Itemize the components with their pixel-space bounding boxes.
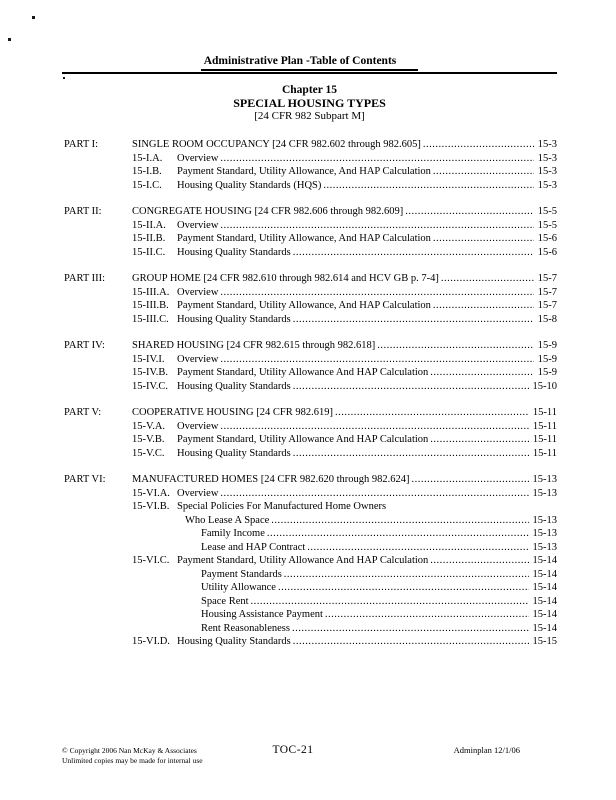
document-header [62, 54, 557, 71]
toc-section [62, 473, 557, 649]
toc-entry [62, 433, 557, 447]
toc-entry-title: Payment Standard, Utility Allowance And HAP Calculation [177, 434, 429, 445]
toc-entry-title: Overview [177, 353, 219, 365]
dot-leader [220, 487, 528, 501]
toc-entry-title: Rent Reasonableness [201, 622, 290, 634]
toc-entry-label: 15-II.A. [132, 219, 166, 231]
toc-entry-title: Overview [177, 286, 219, 298]
toc-entry-title: MANUFACTURED HOMES [24 CFR 982.620 through 982.624] [132, 474, 410, 485]
dot-leader [323, 179, 533, 193]
toc-entry-label: 15-I.B. [132, 166, 162, 177]
toc-entry-title: Housing Quality Standards [177, 246, 291, 258]
toc-entry-label: 15-IV.I. [132, 353, 165, 365]
toc-section [62, 272, 557, 326]
toc-entry [62, 286, 557, 300]
toc-entry-label: 15-III.A. [132, 286, 170, 298]
dot-leader [267, 527, 529, 541]
toc-entry [62, 635, 557, 649]
toc-entry-page: 15-11 [532, 434, 557, 445]
toc-entry-page: 15-14 [532, 622, 557, 634]
toc-entry-page: 15-11 [532, 447, 557, 459]
toc-entry-page: 15-3 [537, 166, 557, 177]
toc-entry-label: 15-IV.B. [132, 367, 168, 378]
toc-entry-label: 15-III.C. [132, 313, 169, 325]
chapter-number: Chapter 15 [281, 84, 338, 96]
dot-leader [441, 272, 534, 286]
toc-entry-title: Utility Allowance [201, 582, 276, 593]
toc-entry-title: SHARED HOUSING [24 CFR 982.615 through 982.618] [132, 340, 376, 351]
toc-entry-page: 15-15 [532, 636, 557, 647]
toc-entry [62, 527, 557, 541]
toc-entry-title: Housing Quality Standards [177, 380, 291, 392]
toc-entry-label: 15-II.B. [132, 233, 166, 244]
toc-entry-title: Payment Standards [201, 568, 282, 580]
toc-entry [62, 272, 557, 286]
toc-entry [62, 595, 557, 609]
dot-leader [433, 299, 534, 313]
toc-entry-page: 15-14 [532, 568, 557, 580]
toc-entry-title: Space Rent [201, 595, 249, 607]
dot-leader [292, 622, 529, 636]
toc-entry-page: 15-13 [532, 487, 557, 499]
toc-entry [62, 473, 557, 487]
toc-entry-label: 15-III.B. [132, 300, 169, 311]
toc-entry-label: 15-V.C. [132, 447, 165, 459]
toc-entry-title: Payment Standard, Utility Allowance And HAP Calculation [177, 367, 429, 378]
dot-leader [293, 246, 534, 260]
dot-leader [220, 420, 528, 434]
toc-list [62, 138, 557, 649]
toc-entry [62, 420, 557, 434]
toc-entry-page: 15-5 [537, 219, 557, 231]
dot-leader [430, 433, 529, 447]
dot-leader [293, 635, 529, 649]
toc-entry-page: 15-7 [537, 286, 557, 298]
toc-entry-title: Overview [177, 420, 219, 432]
toc-entry-title: Housing Quality Standards [177, 313, 291, 325]
toc-section [62, 339, 557, 393]
scan-artifact-dot [8, 38, 11, 41]
toc-entry-label: PART III: [64, 273, 106, 284]
dot-leader [293, 313, 534, 327]
toc-entry-page: 15-7 [537, 273, 557, 284]
dot-leader [433, 232, 534, 246]
toc-entry-title: GROUP HOME [24 CFR 982.610 through 982.614 and HCV GB p. 7-4] [132, 273, 439, 284]
chapter-heading [62, 84, 557, 123]
toc-entry-title: Who Lease A Space [185, 514, 270, 526]
toc-entry [62, 541, 557, 555]
toc-entry [62, 487, 557, 501]
toc-entry-title: COOPERATIVE HOUSING [24 CFR 982.619] [132, 407, 333, 418]
chapter-title: SPECIAL HOUSING TYPES [233, 96, 386, 110]
toc-entry-label: 15-V.A. [132, 420, 166, 432]
toc-entry [62, 299, 557, 313]
toc-entry-title: CONGREGATE HOUSING [24 CFR 982.606 through 982.609] [132, 206, 404, 217]
toc-entry [62, 138, 557, 152]
toc-entry-page: 15-14 [532, 609, 557, 620]
dot-leader [430, 554, 528, 568]
toc-entry-label: 15-I.A. [132, 152, 163, 164]
toc-entry-label: 15-II.C. [132, 246, 166, 258]
dot-leader [307, 541, 528, 555]
toc-entry [62, 447, 557, 461]
toc-entry [62, 205, 557, 219]
dot-leader [278, 581, 529, 595]
dot-leader [220, 353, 533, 367]
toc-entry-page: 15-6 [537, 246, 557, 258]
toc-entry [62, 581, 557, 595]
toc-entry-page: 15-14 [532, 555, 557, 566]
toc-entry-title: Overview [177, 219, 219, 231]
dot-leader [423, 138, 534, 152]
footer-copyright [62, 746, 203, 765]
toc-entry [62, 179, 557, 193]
toc-entry [62, 165, 557, 179]
footer-version: Adminplan 12/1/06 [453, 745, 520, 755]
dot-leader [284, 568, 529, 582]
toc-entry [62, 514, 557, 528]
toc-entry-page: 15-7 [537, 300, 557, 311]
toc-entry [62, 246, 557, 260]
header-rule [62, 72, 557, 74]
toc-entry [62, 380, 557, 394]
footer-copyright-line2: Unlimited copies may be made for internal use [62, 755, 203, 765]
toc-entry [62, 232, 557, 246]
toc-entry-title: Lease and HAP Contract [201, 541, 306, 553]
dot-leader [405, 205, 533, 219]
toc-entry-title: Housing Quality Standards [177, 636, 291, 647]
toc-entry [62, 219, 557, 233]
toc-section [62, 205, 557, 259]
toc-entry-page: 15-13 [532, 514, 557, 526]
toc-entry [62, 406, 557, 420]
toc-entry-title: Payment Standard, Utility Allowance, And HAP Calculation [177, 300, 431, 311]
footer-page-number: TOC-21 [272, 744, 314, 756]
dot-leader [412, 473, 529, 487]
dot-leader [430, 366, 533, 380]
toc-entry-title: Housing Assistance Payment [201, 609, 323, 620]
dot-leader [220, 152, 533, 166]
toc-entry-page: 15-6 [537, 233, 557, 244]
toc-entry-label: 15-VI.B. [132, 501, 170, 512]
toc-entry-title: Payment Standard, Utility Allowance, And HAP Calculation [177, 166, 431, 177]
document-header-title: Administrative Plan -Table of Contents [201, 54, 419, 71]
toc-entry-label: PART IV: [64, 340, 105, 351]
footer-copyright-line1: © Copyright 2006 Nan McKay & Associates [62, 746, 197, 755]
dot-leader [377, 339, 533, 353]
toc-section [62, 406, 557, 460]
toc-entry-page: 15-10 [532, 380, 557, 392]
toc-entry-title: Housing Quality Standards [177, 447, 291, 459]
toc-entry-label: 15-V.B. [132, 434, 165, 445]
toc-entry [62, 568, 557, 582]
toc-entry-title: Overview [177, 152, 219, 164]
dot-leader [271, 514, 528, 528]
toc-entry-page: 15-5 [537, 206, 557, 217]
page-content [62, 54, 557, 649]
toc-section [62, 138, 557, 192]
toc-entry [62, 608, 557, 622]
toc-entry [62, 622, 557, 636]
toc-entry-label: PART I: [64, 139, 99, 150]
toc-entry [62, 152, 557, 166]
scan-artifact-dot [32, 16, 35, 19]
toc-entry [62, 353, 557, 367]
toc-entry-title: SINGLE ROOM OCCUPANCY [24 CFR 982.602 through 982.605] [132, 139, 421, 150]
toc-entry [62, 313, 557, 327]
dot-leader [335, 406, 529, 420]
toc-entry-page: 15-9 [537, 367, 557, 378]
toc-entry-label: 15-VI.C. [132, 555, 170, 566]
toc-entry-label: 15-VI.D. [132, 636, 170, 647]
toc-entry-page: 15-9 [537, 340, 557, 351]
toc-entry-page: 15-8 [537, 313, 557, 325]
toc-entry-label: 15-IV.C. [132, 380, 168, 392]
toc-entry-page: 15-11 [532, 420, 557, 432]
toc-entry-title: Housing Quality Standards (HQS) [177, 179, 322, 191]
toc-entry-title: Overview [177, 487, 219, 499]
toc-entry [62, 500, 557, 514]
toc-entry-label: PART II: [64, 206, 102, 217]
toc-entry-page: 15-13 [532, 541, 557, 553]
toc-entry-page: 15-3 [537, 139, 557, 150]
dot-leader [220, 286, 533, 300]
chapter-citation: [24 CFR 982 Subpart M] [254, 110, 365, 122]
toc-entry-page: 15-13 [532, 528, 557, 539]
dot-leader [293, 380, 529, 394]
toc-entry-page: 15-13 [532, 474, 557, 485]
toc-entry-label: PART VI: [64, 474, 106, 485]
toc-entry-label: 15-I.C. [132, 179, 162, 191]
toc-entry-label: PART V: [64, 407, 102, 418]
toc-entry-title: Special Policies For Manufactured Home Owners [177, 501, 387, 512]
toc-entry-label: 15-VI.A. [132, 487, 170, 499]
page-footer [0, 744, 616, 774]
toc-entry-page: 15-14 [532, 582, 557, 593]
dot-leader [433, 165, 534, 179]
toc-entry-page: 15-14 [532, 595, 557, 607]
dot-leader [220, 219, 533, 233]
toc-entry [62, 366, 557, 380]
toc-entry-title: Payment Standard, Utility Allowance, And HAP Calculation [177, 233, 431, 244]
toc-entry [62, 339, 557, 353]
toc-entry-page: 15-9 [537, 353, 557, 365]
toc-entry-page: 15-3 [537, 179, 557, 191]
toc-entry [62, 554, 557, 568]
toc-entry-title: Family Income [201, 528, 265, 539]
dot-leader [251, 595, 529, 609]
toc-entry-page: 15-3 [537, 152, 557, 164]
dot-leader [293, 447, 529, 461]
toc-entry-page: 15-11 [532, 407, 557, 418]
toc-entry-title: Payment Standard, Utility Allowance And HAP Calculation [177, 555, 429, 566]
dot-leader [325, 608, 529, 622]
